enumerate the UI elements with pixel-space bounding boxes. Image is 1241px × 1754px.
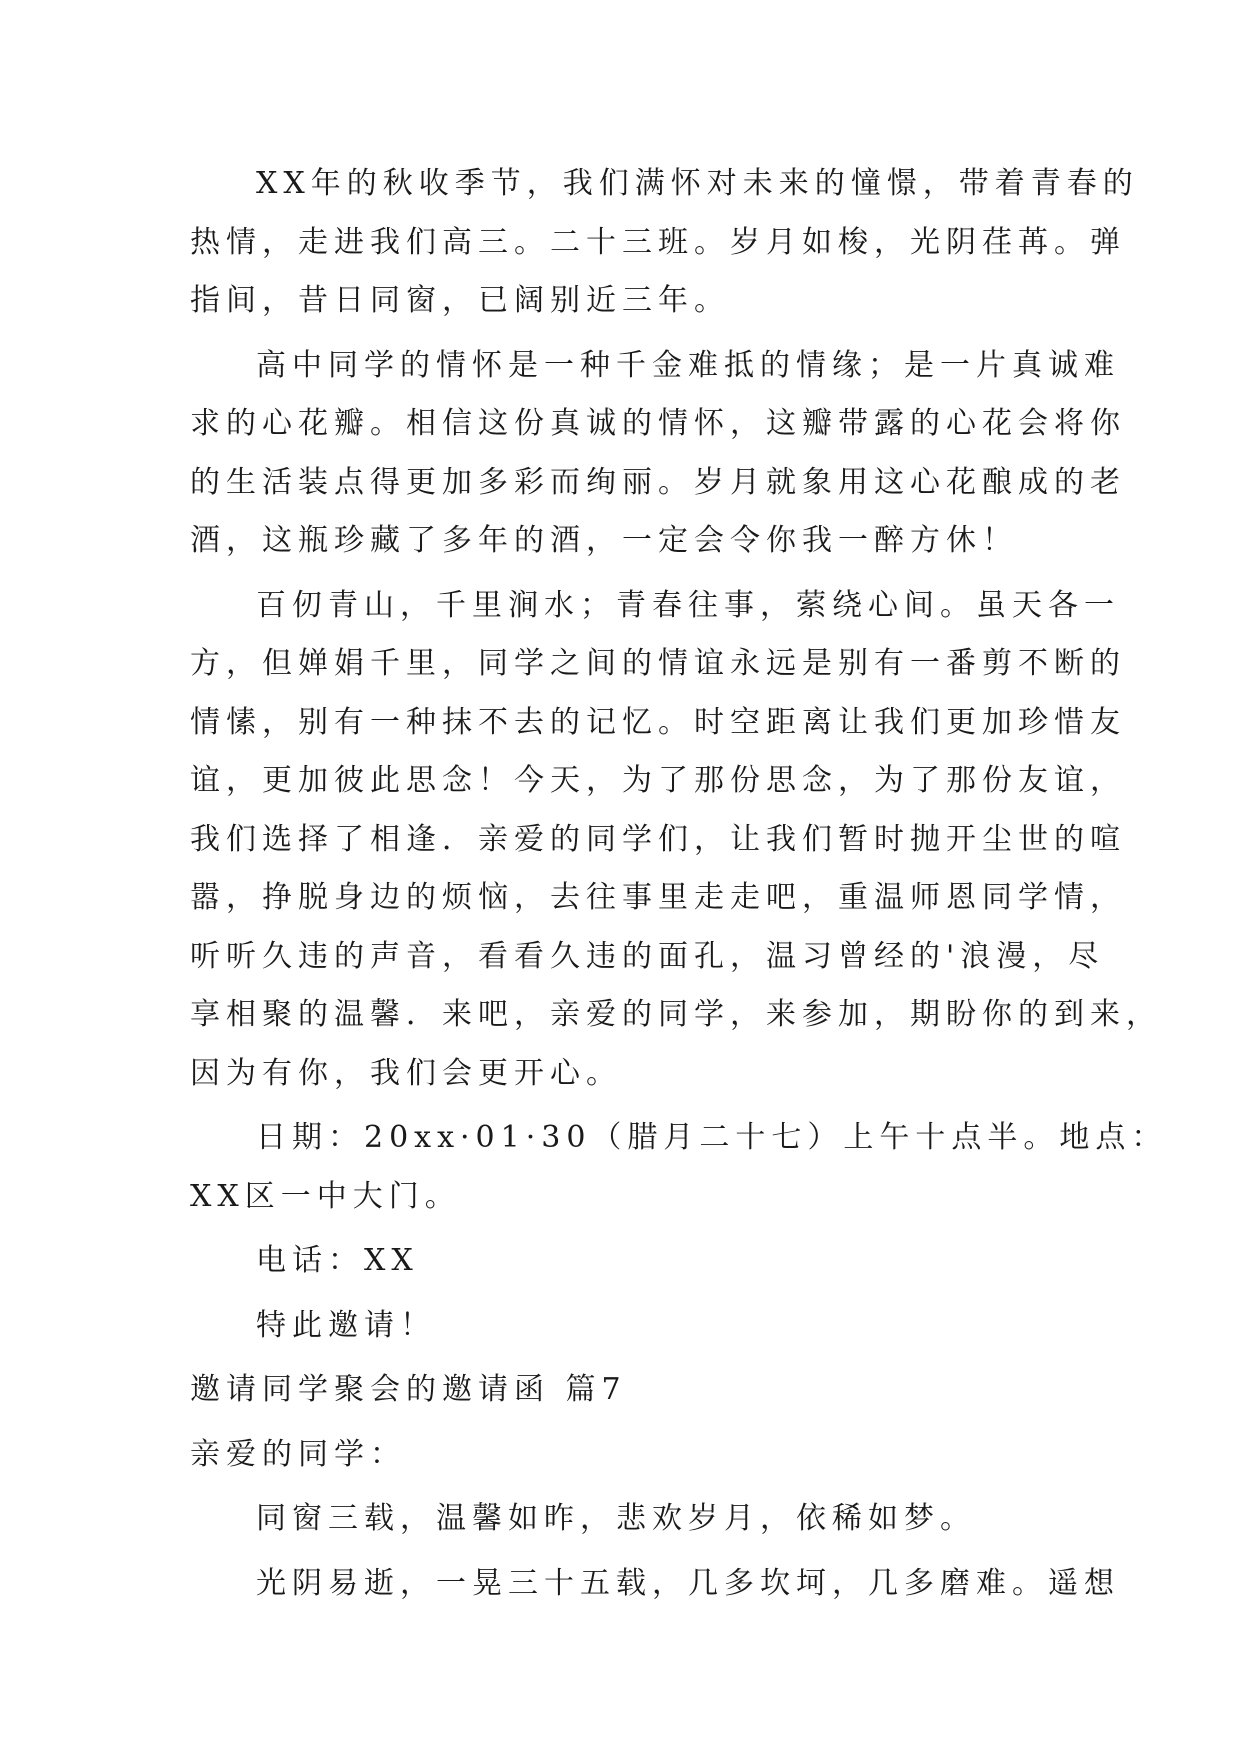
paragraph-closing — [190, 1297, 1050, 1356]
text-line: 特此邀请！ — [256, 1307, 436, 1343]
text-line: 同窗三载，温馨如昨，悲欢岁月，依稀如梦。 — [256, 1501, 976, 1536]
paragraph-date-location — [190, 1109, 1168, 1226]
text-line: 高中同学的情怀是一种千金难抵的情缘；是一片真诚难 — [256, 347, 1120, 383]
text-line: 光阴易逝，一晃三十五载，几多坎坷，几多磨难。遥想 — [256, 1565, 1120, 1601]
text-line: 指间，昔日同窗，已阔别近三年。 — [190, 283, 730, 318]
text-line: 日期：20xx·01·30（腊月二十七）上午十点半。地点： — [256, 1120, 1168, 1155]
text-line: 因为有你，我们会更开心。 — [190, 1055, 622, 1091]
document-body — [190, 155, 1168, 1619]
text-line: 享相聚的温馨．来吧，亲爱的同学，来参加，期盼你的到来， — [190, 997, 1162, 1032]
text-line: 我们选择了相逢．亲爱的同学们，让我们暂时抛开尘世的喧 — [190, 821, 1126, 857]
paragraph-time-passes — [190, 1555, 1120, 1614]
text-line: 情愫，别有一种抹不去的记忆。时空距离让我们更加珍惜友 — [190, 704, 1126, 740]
text-line: XX区一中大门。 — [190, 1178, 461, 1214]
text-line: 听听久违的声音，看看久违的面孔，温习曾经的'浪漫，尽 — [190, 938, 1105, 974]
text-line: XX年的秋收季节，我们满怀对未来的憧憬，带着青春的 — [256, 166, 1139, 201]
text-line: 求的心花瓣。相信这份真诚的情怀，这瓣带露的心花会将你 — [190, 406, 1126, 441]
text-line: 的生活装点得更加多彩而绚丽。岁月就象用这心花酿成的老 — [190, 464, 1126, 500]
salutation: 亲爱的同学： — [190, 1436, 406, 1472]
text-line: 热情，走进我们高三。二十三班。岁月如梭，光阴荏苒。弹 — [190, 224, 1126, 260]
text-line: 百仞青山，千里涧水；青春往事，萦绕心间。虽天各一 — [256, 587, 1120, 623]
paragraph-three-years — [190, 1490, 1050, 1549]
paragraph-autumn-memories — [190, 155, 1139, 331]
text-line: 方，但婵娟千里，同学之间的情谊永远是别有一番剪不断的 — [190, 646, 1126, 681]
text-line: 酒，这瓶珍藏了多年的酒，一定会令你我一醉方休！ — [190, 523, 1018, 558]
text-line: 嚣，挣脱身边的烦恼，去往事里走走吧，重温师恩同学情， — [190, 880, 1126, 915]
section-title: 邀请同学聚会的邀请函 篇7 — [190, 1372, 627, 1407]
text-line: 谊，更加彼此思念！今天，为了那份思念，为了那份友谊， — [190, 763, 1126, 798]
paragraph-reunion-invitation — [190, 577, 1162, 1104]
paragraph-classmate-feelings — [190, 337, 1126, 571]
paragraph-phone — [190, 1232, 1050, 1291]
text-line: 电话：XX — [256, 1243, 419, 1278]
